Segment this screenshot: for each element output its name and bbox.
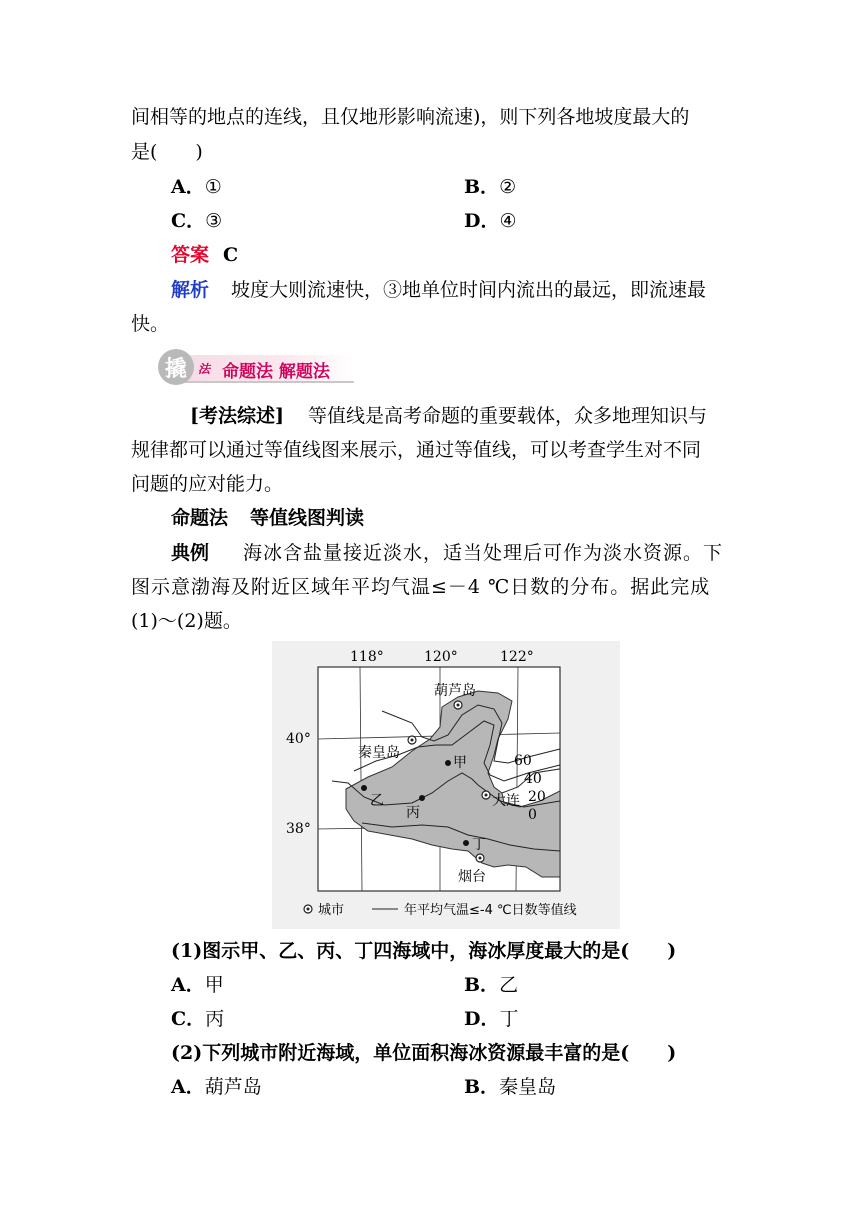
- city-yantai-label: 烟台: [458, 869, 486, 885]
- analysis-label: 解析: [171, 279, 210, 301]
- analysis-line-2: 快。: [131, 313, 170, 335]
- overview-text: 等值线是高考命题的重要载体，众多地理知识与: [307, 405, 707, 427]
- point-jia-label: 甲: [453, 755, 467, 771]
- q2-stem: (2)下列城市附近海域，单位面积海冰资源最丰富的是( ): [171, 1042, 677, 1064]
- lon-label-122: 122°: [500, 649, 534, 665]
- option-letter: D．: [464, 210, 500, 232]
- map-figure: [272, 641, 620, 929]
- option-text: ③: [205, 210, 223, 232]
- option-text: 丁: [499, 1008, 519, 1030]
- overview-line-1: [190, 403, 707, 429]
- contour-label-0: 0: [528, 807, 537, 823]
- q1-option-c: [171, 1006, 224, 1032]
- point-ding-label: 丁: [472, 837, 486, 853]
- city-huludao-marker: [454, 701, 462, 709]
- city-huludao-label: 葫芦岛: [434, 683, 476, 699]
- q1-stem: (1)图示甲、乙、丙、丁四海域中，海冰厚度最大的是( ): [171, 940, 677, 962]
- option-b: [464, 174, 516, 200]
- option-text: 甲: [204, 974, 224, 996]
- analysis: [171, 277, 706, 303]
- option-text: ②: [499, 176, 517, 198]
- answer: [171, 242, 238, 268]
- city-yantai-marker: [476, 854, 484, 862]
- answer-value: C: [223, 244, 239, 266]
- badge-title: 命题法 解题法: [222, 362, 330, 382]
- option-text: 葫芦岛: [204, 1076, 262, 1098]
- q2-option-a: [171, 1074, 262, 1100]
- lat-label-40: 40°: [286, 731, 311, 747]
- q1-option-d: [464, 1006, 519, 1032]
- method-label: 命题法: [171, 507, 229, 529]
- option-letter: B．: [464, 974, 500, 996]
- answer-label: 答案: [171, 244, 210, 266]
- option-letter: B．: [464, 176, 500, 198]
- badge-circle-icon: 撬: [158, 349, 194, 385]
- option-text: 丙: [205, 1008, 225, 1030]
- option-text: ①: [204, 176, 222, 198]
- example-line-1: [171, 540, 723, 566]
- method-title: 等值线图判读: [250, 507, 365, 529]
- option-letter: A．: [171, 1076, 205, 1098]
- city-qinhuangdao-label: 秦皇岛: [358, 745, 400, 761]
- option-c: [171, 208, 222, 234]
- option-text: 秦皇岛: [499, 1076, 557, 1098]
- legend-city-icon: [304, 905, 312, 913]
- lon-label-118: 118°: [350, 649, 384, 665]
- lat-label-38: 38°: [286, 821, 311, 837]
- q1-option-a: [171, 972, 224, 998]
- option-text: 乙: [499, 974, 519, 996]
- q2-option-b: [464, 1074, 556, 1100]
- prev-question-line-2: 是( ): [131, 141, 203, 163]
- example-line-3: (1)～(2)题。: [131, 610, 242, 632]
- overview-label: [考法综述]: [190, 405, 284, 427]
- city-qinhuangdao-marker: [408, 736, 416, 744]
- legend-city-text: 城市: [318, 903, 345, 918]
- method-heading: [171, 505, 364, 531]
- overview-line-3: 问题的应对能力。: [131, 473, 284, 495]
- point-yi-label: 乙: [370, 793, 384, 809]
- overview-line-2: 规律都可以通过等值线图来展示，通过等值线，可以考查学生对不同: [131, 439, 702, 461]
- example-text: 海冰含盐量接近淡水，适当处理后可作为淡水资源。下: [243, 542, 724, 564]
- option-letter: C．: [171, 1008, 206, 1030]
- option-text: ④: [499, 210, 517, 232]
- city-dalian-label: 大连: [492, 793, 520, 809]
- option-d: [464, 208, 517, 234]
- option-letter: B．: [464, 1076, 500, 1098]
- section-badge: [158, 349, 358, 385]
- prev-question-line-1: 间相等的地点的连线，且仅地形影响流速)，则下列各地坡度最大的: [131, 106, 690, 128]
- option-letter: C．: [171, 210, 206, 232]
- legend-line-text: 年平均气温≤-4 ℃日数等值线: [404, 903, 577, 918]
- point-yi-dot: [361, 785, 367, 791]
- city-dalian-marker: [482, 791, 490, 799]
- point-ding-dot: [463, 840, 469, 846]
- option-letter: D．: [464, 1008, 500, 1030]
- point-bing-label: 丙: [406, 805, 420, 821]
- analysis-text: 坡度大则流速快，③地单位时间内流出的最远，即流速最: [231, 279, 707, 301]
- point-bing-dot: [419, 795, 425, 801]
- option-letter: A．: [171, 974, 205, 996]
- option-a: [171, 174, 222, 200]
- option-letter: A．: [171, 176, 205, 198]
- lon-label-120: 120°: [424, 649, 458, 665]
- point-jia-dot: [445, 760, 451, 766]
- example-label: 典例: [171, 542, 210, 564]
- example-line-2: 图示意渤海及附近区域年平均气温≤－4 ℃日数的分布。据此完成: [131, 576, 711, 598]
- badge-small-text: 法: [198, 362, 211, 376]
- contour-label-20: 20: [528, 789, 546, 805]
- q1-option-b: [464, 972, 518, 998]
- contour-label-40: 40: [524, 771, 542, 787]
- contour-label-60: 60: [514, 753, 532, 769]
